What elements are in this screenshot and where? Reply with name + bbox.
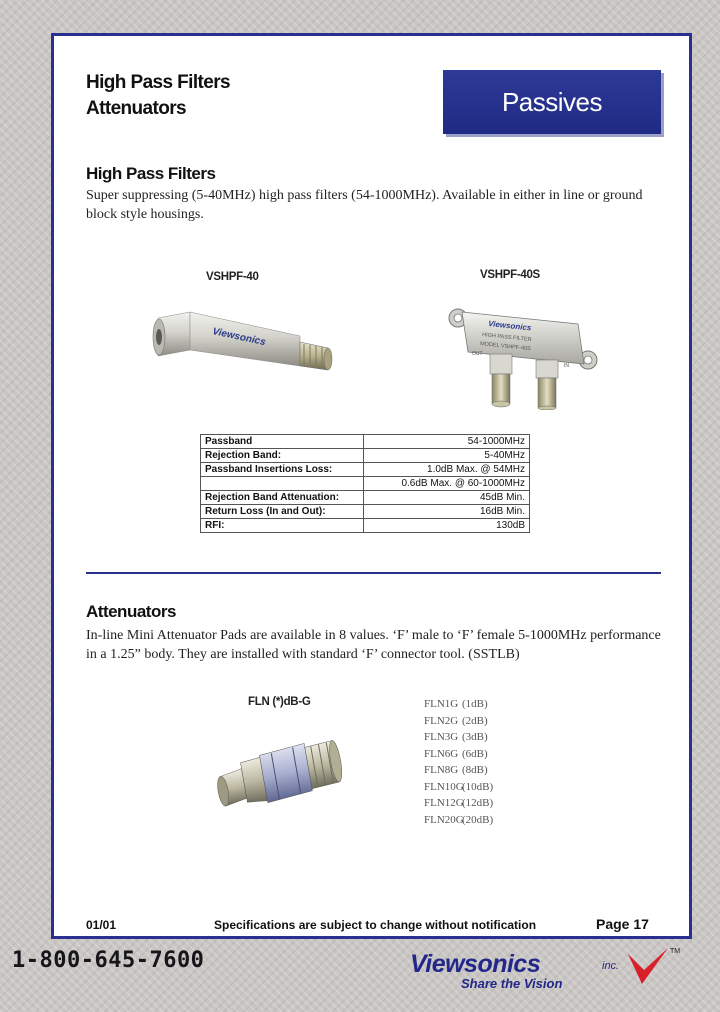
vshpf-40s-line1: HIGH PASS FILTER	[481, 332, 532, 344]
spec-row	[201, 435, 530, 449]
attenuator-model-list	[424, 696, 493, 828]
spec-label: Passband	[201, 435, 364, 449]
hpf-spec-table	[200, 434, 530, 533]
attenuator-product-image	[212, 726, 348, 810]
vshpf-40s-line2: MODEL VSHPF-40S	[479, 341, 531, 353]
spec-label	[201, 477, 364, 491]
attenuator-value: (3dB)	[462, 731, 488, 743]
hpf-description: Super suppressing (5-40MHz) high pass filters (54-1000MHz). Available in either in line or ground block style housings.	[86, 188, 643, 222]
spec-row	[201, 505, 530, 519]
attenuator-model: FLN1G	[424, 698, 459, 710]
attenuator-value: (20dB)	[462, 813, 494, 826]
spec-value: 45dB Min.	[364, 491, 530, 505]
spec-label: RFI:	[201, 519, 364, 533]
attenuator-value: (8dB)	[462, 764, 488, 776]
spec-value: 0.6dB Max. @ 60-1000MHz	[364, 477, 530, 491]
spec-label: Rejection Band Attenuation:	[201, 491, 364, 505]
spec-value: 5-40MHz	[364, 449, 530, 463]
spec-value: 1.0dB Max. @ 54MHz	[364, 463, 530, 477]
spec-value: 16dB Min.	[364, 505, 530, 519]
attenuator-model: FLN10G	[424, 780, 464, 793]
attenuator-value: (10dB)	[462, 780, 494, 793]
vshpf-40s-out-label: OUT	[472, 351, 483, 357]
viewsonics-logo-suffix: inc.	[602, 960, 620, 972]
attenuators-description: In-line Mini Attenuator Pads are available in 8 values. ‘F’ male to ‘F’ female 5-1000MHz performance in a 1.25” body. They are installed with standard ‘F’ connector tool. (SSTLB)	[86, 628, 661, 662]
spec-row	[201, 477, 530, 491]
section-divider	[86, 572, 661, 574]
attenuators-heading: Attenuators	[86, 602, 176, 621]
attenuator-model: FLN8G	[424, 764, 459, 776]
attenuator-model-row	[424, 762, 493, 779]
trademark-mark: TM	[670, 948, 681, 955]
checkmark-logo-icon	[624, 944, 672, 992]
attenuator-value: (1dB)	[462, 698, 488, 710]
attenuator-model-row	[424, 729, 493, 746]
spec-label: Passband Insertions Loss:	[201, 463, 364, 477]
vshpf-40s-product-image	[438, 294, 618, 410]
spec-row	[201, 463, 530, 477]
vshpf-40s-in-label: IN	[564, 363, 569, 369]
attenuator-model-row	[424, 713, 493, 730]
product-label-vshpf-40s: VSHPF-40S	[480, 269, 540, 281]
tagline: Share the Vision	[461, 976, 563, 991]
attenuator-model: FLN2G	[424, 714, 459, 727]
product-label-vshpf-40: VSHPF-40	[206, 271, 259, 283]
spec-value: 130dB	[364, 519, 530, 533]
page-title-line1: High Pass Filters	[86, 72, 230, 93]
footer-notice: Specifications are subject to change without notification	[214, 918, 537, 932]
attenuator-model: FLN20G	[424, 813, 464, 826]
attenuator-model: FLN3G	[424, 731, 459, 743]
footer-date: 01/01	[86, 918, 117, 932]
attenuator-value: (12dB)	[462, 797, 494, 809]
spec-row	[201, 491, 530, 505]
attenuator-model-row	[424, 812, 493, 829]
attenuator-value: (2dB)	[462, 714, 488, 727]
spec-row	[201, 449, 530, 463]
phone-number: 1-800-645-7600	[12, 948, 205, 973]
attenuator-model-row	[424, 746, 493, 763]
attenuator-model: FLN6G	[424, 747, 459, 760]
attenuator-model-row	[424, 696, 493, 713]
spec-label: Rejection Band:	[201, 449, 364, 463]
product-label-fln: FLN (*)dB-G	[248, 696, 311, 708]
spec-label: Return Loss (In and Out):	[201, 505, 364, 519]
attenuator-value: (6dB)	[462, 747, 488, 760]
attenuator-model-row	[424, 795, 493, 812]
vshpf-40-brand-text: Viewsonics	[211, 326, 267, 349]
spec-value: 54-1000MHz	[364, 435, 530, 449]
spec-row	[201, 519, 530, 533]
vshpf-40s-brand-text: Viewsonics	[487, 319, 532, 333]
category-badge: Passives	[443, 70, 661, 134]
catalog-page	[51, 33, 692, 939]
attenuator-model-row	[424, 779, 493, 796]
attenuator-model: FLN12G	[424, 797, 464, 809]
footer-page-number: Page 17	[596, 916, 649, 932]
page-title	[86, 70, 230, 122]
hpf-heading: High Pass Filters	[86, 164, 216, 183]
viewsonics-logo: Viewsonics	[410, 950, 541, 978]
vshpf-40-product-image	[150, 304, 340, 384]
page-title-line2: Attenuators	[86, 98, 187, 119]
